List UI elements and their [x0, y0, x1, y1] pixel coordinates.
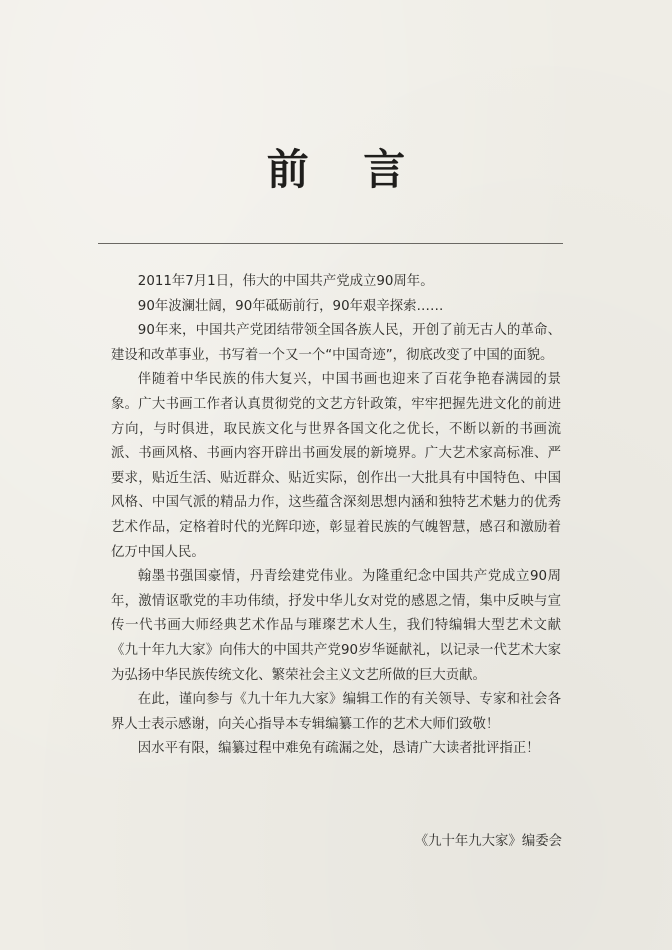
paragraph: 2011年7月1日，伟大的中国共产党成立90周年。 [137, 274, 434, 289]
paragraph: 翰墨书强国豪情，丹青绘建党伟业。为隆重纪念中国共产党成立90周年，激情讴歌党的丰功伟绩，抒发中华儿女对党的感恩之情，集中反映与宣传一代书画大师经典艺术作品与璀璨艺术人生，我们特编辑大型艺术文献《九十年九大家》向伟大的中国共产党90岁华诞献礼，以记录一代艺术大家为弘扬中华民族传统文化、繁荣社会主义文艺所做的巨大贡献。 [111, 569, 561, 683]
paragraph: 伴随着中华民族的伟大复兴，中国书画也迎来了百花争艳春满园的景象。广大书画工作者认真贯彻党的文艺方针政策，牢牢把握先进文化的前进方向，与时俱进，取民族文化与世界各国文化之优长，不断以新的书画流派、书画风格、书画内容开辟出书画发展的新境界。广大艺术家高标准、严要求，贴近生活、贴近群众、贴近实际，创作出一大批具有中国特色、中国风格、中国气派的精品力作，这些蕴含深刻思想内涵和独特艺术魅力的优秀艺术作品，定格着时代的光辉印迹，彰显着民族的气魄智慧，感召和激励着亿万中国人民。 [111, 372, 561, 560]
signature: 《九十年九大家》编委会 [414, 834, 562, 849]
paragraph: 因水平有限，编纂过程中难免有疏漏之处，恳请广大读者批评指正！ [137, 741, 540, 757]
paragraph: 90年波澜壮阔，90年砥砺前行，90年艰辛探索…… [137, 298, 444, 314]
title-divider [98, 243, 563, 244]
paragraph: 在此，谨向参与《九十年九大家》编辑工作的有关领导、专家和社会各界人士表示感谢，向关心指导本专辑编纂工作的艺术大师们致敬！ [111, 692, 561, 732]
page-title: 前 言 [266, 145, 426, 194]
paragraph: 90年来，中国共产党团结带领全国各族人民，开创了前无古人的革命、建设和改革事业，书写着一个又一个“中国奇迹”，彻底改变了中国的面貌。 [111, 323, 561, 363]
preface-body [111, 270, 561, 762]
